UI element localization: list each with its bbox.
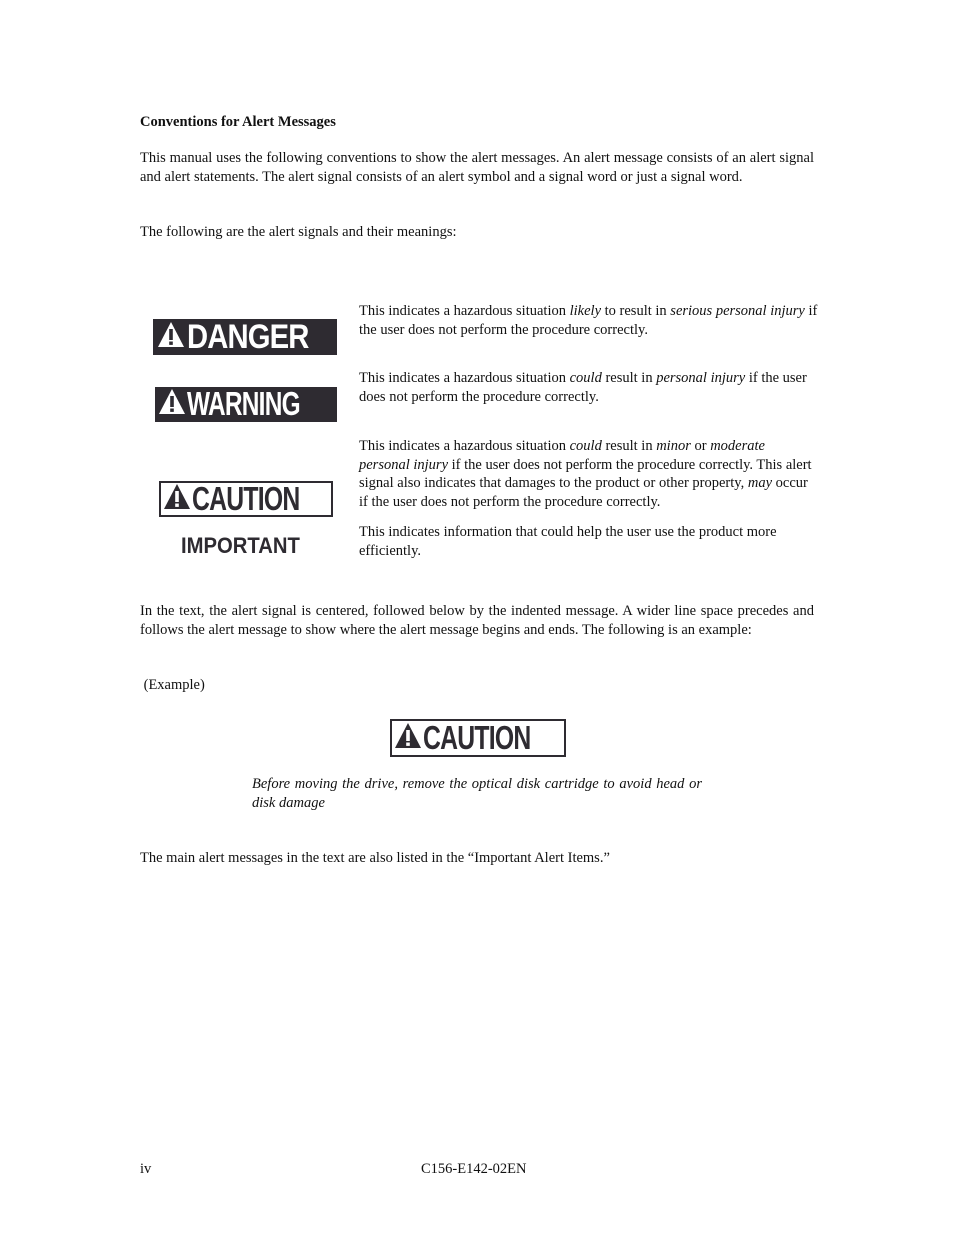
danger-signal (153, 319, 337, 355)
body-text: result in (601, 370, 657, 386)
emphasis-text: may (747, 475, 773, 491)
danger-description (359, 302, 819, 339)
body-text: This indicates a hazardous situation (359, 370, 570, 386)
emphasis-text: serious personal injury (670, 303, 805, 319)
emphasis-text: could (569, 370, 602, 386)
warning-signal (155, 387, 337, 422)
caution-signal (159, 481, 333, 517)
warning-description (359, 369, 819, 406)
important-signal-word: IMPORTANT (181, 533, 300, 558)
closing-text: The main alert messages in the text are also listed in the “Important Alert Items.” (140, 850, 610, 866)
body-text: This indicates information that could help the user use the product more efficiently. (359, 524, 777, 559)
section-heading: Conventions for Alert Messages (140, 114, 336, 130)
body-text: if the user does not perform the procedure correctly. (359, 370, 807, 405)
example-caution-signal (390, 719, 566, 757)
hazard-triangle-icon (157, 321, 185, 354)
page-number: iv (140, 1161, 152, 1177)
text-paragraph: In the text, the alert signal is centered, followed below by the indented message. A wider line space precedes and follows the alert message to show where the alert message begins and ends. The following is an example: (140, 603, 814, 638)
caution-signal-word: CAUTION (192, 479, 300, 517)
body-text: result in (601, 438, 657, 454)
body-text: if the user does not perform the procedure correctly. This alert signal also indicates that damages to the product or other property, (359, 456, 812, 491)
lead-in-text: The following are the alert signals and their meanings: (140, 224, 457, 240)
body-text: This indicates a hazardous situation (359, 303, 570, 319)
hazard-triangle-icon (158, 388, 186, 421)
danger-signal-word: DANGER (187, 317, 309, 356)
emphasis-text: likely (569, 303, 602, 319)
caution-description (359, 437, 819, 511)
body-text: if the user does not perform the procedure correctly. (359, 303, 818, 338)
important-description (359, 523, 819, 560)
emphasis-text: could (569, 438, 602, 454)
hazard-triangle-icon (163, 483, 191, 516)
body-text: or (690, 438, 711, 454)
intro-paragraph: This manual uses the following conventions to show the alert messages. An alert message consists of an alert signal and alert statements. The alert signal consists of an alert symbol and a signal word or just a signal word. (140, 150, 814, 185)
example-label: (Example) (140, 677, 205, 693)
emphasis-text: personal injury (656, 370, 746, 386)
warning-signal-word: WARNING (187, 385, 300, 423)
example-caution-signal-word: CAUTION (423, 718, 531, 756)
document-id: C156-E142-02EN (421, 1161, 527, 1177)
example-message: Before moving the drive, remove the optical disk cartridge to avoid head or disk damage (252, 776, 702, 811)
body-text: to result in (601, 303, 671, 319)
hazard-triangle-icon (394, 722, 422, 755)
body-text: This indicates a hazardous situation (359, 438, 570, 454)
body-text: occur if the user does not perform the procedure correctly. (359, 475, 808, 510)
emphasis-text: minor (656, 438, 691, 454)
emphasis-text: moderate personal injury (359, 438, 765, 473)
